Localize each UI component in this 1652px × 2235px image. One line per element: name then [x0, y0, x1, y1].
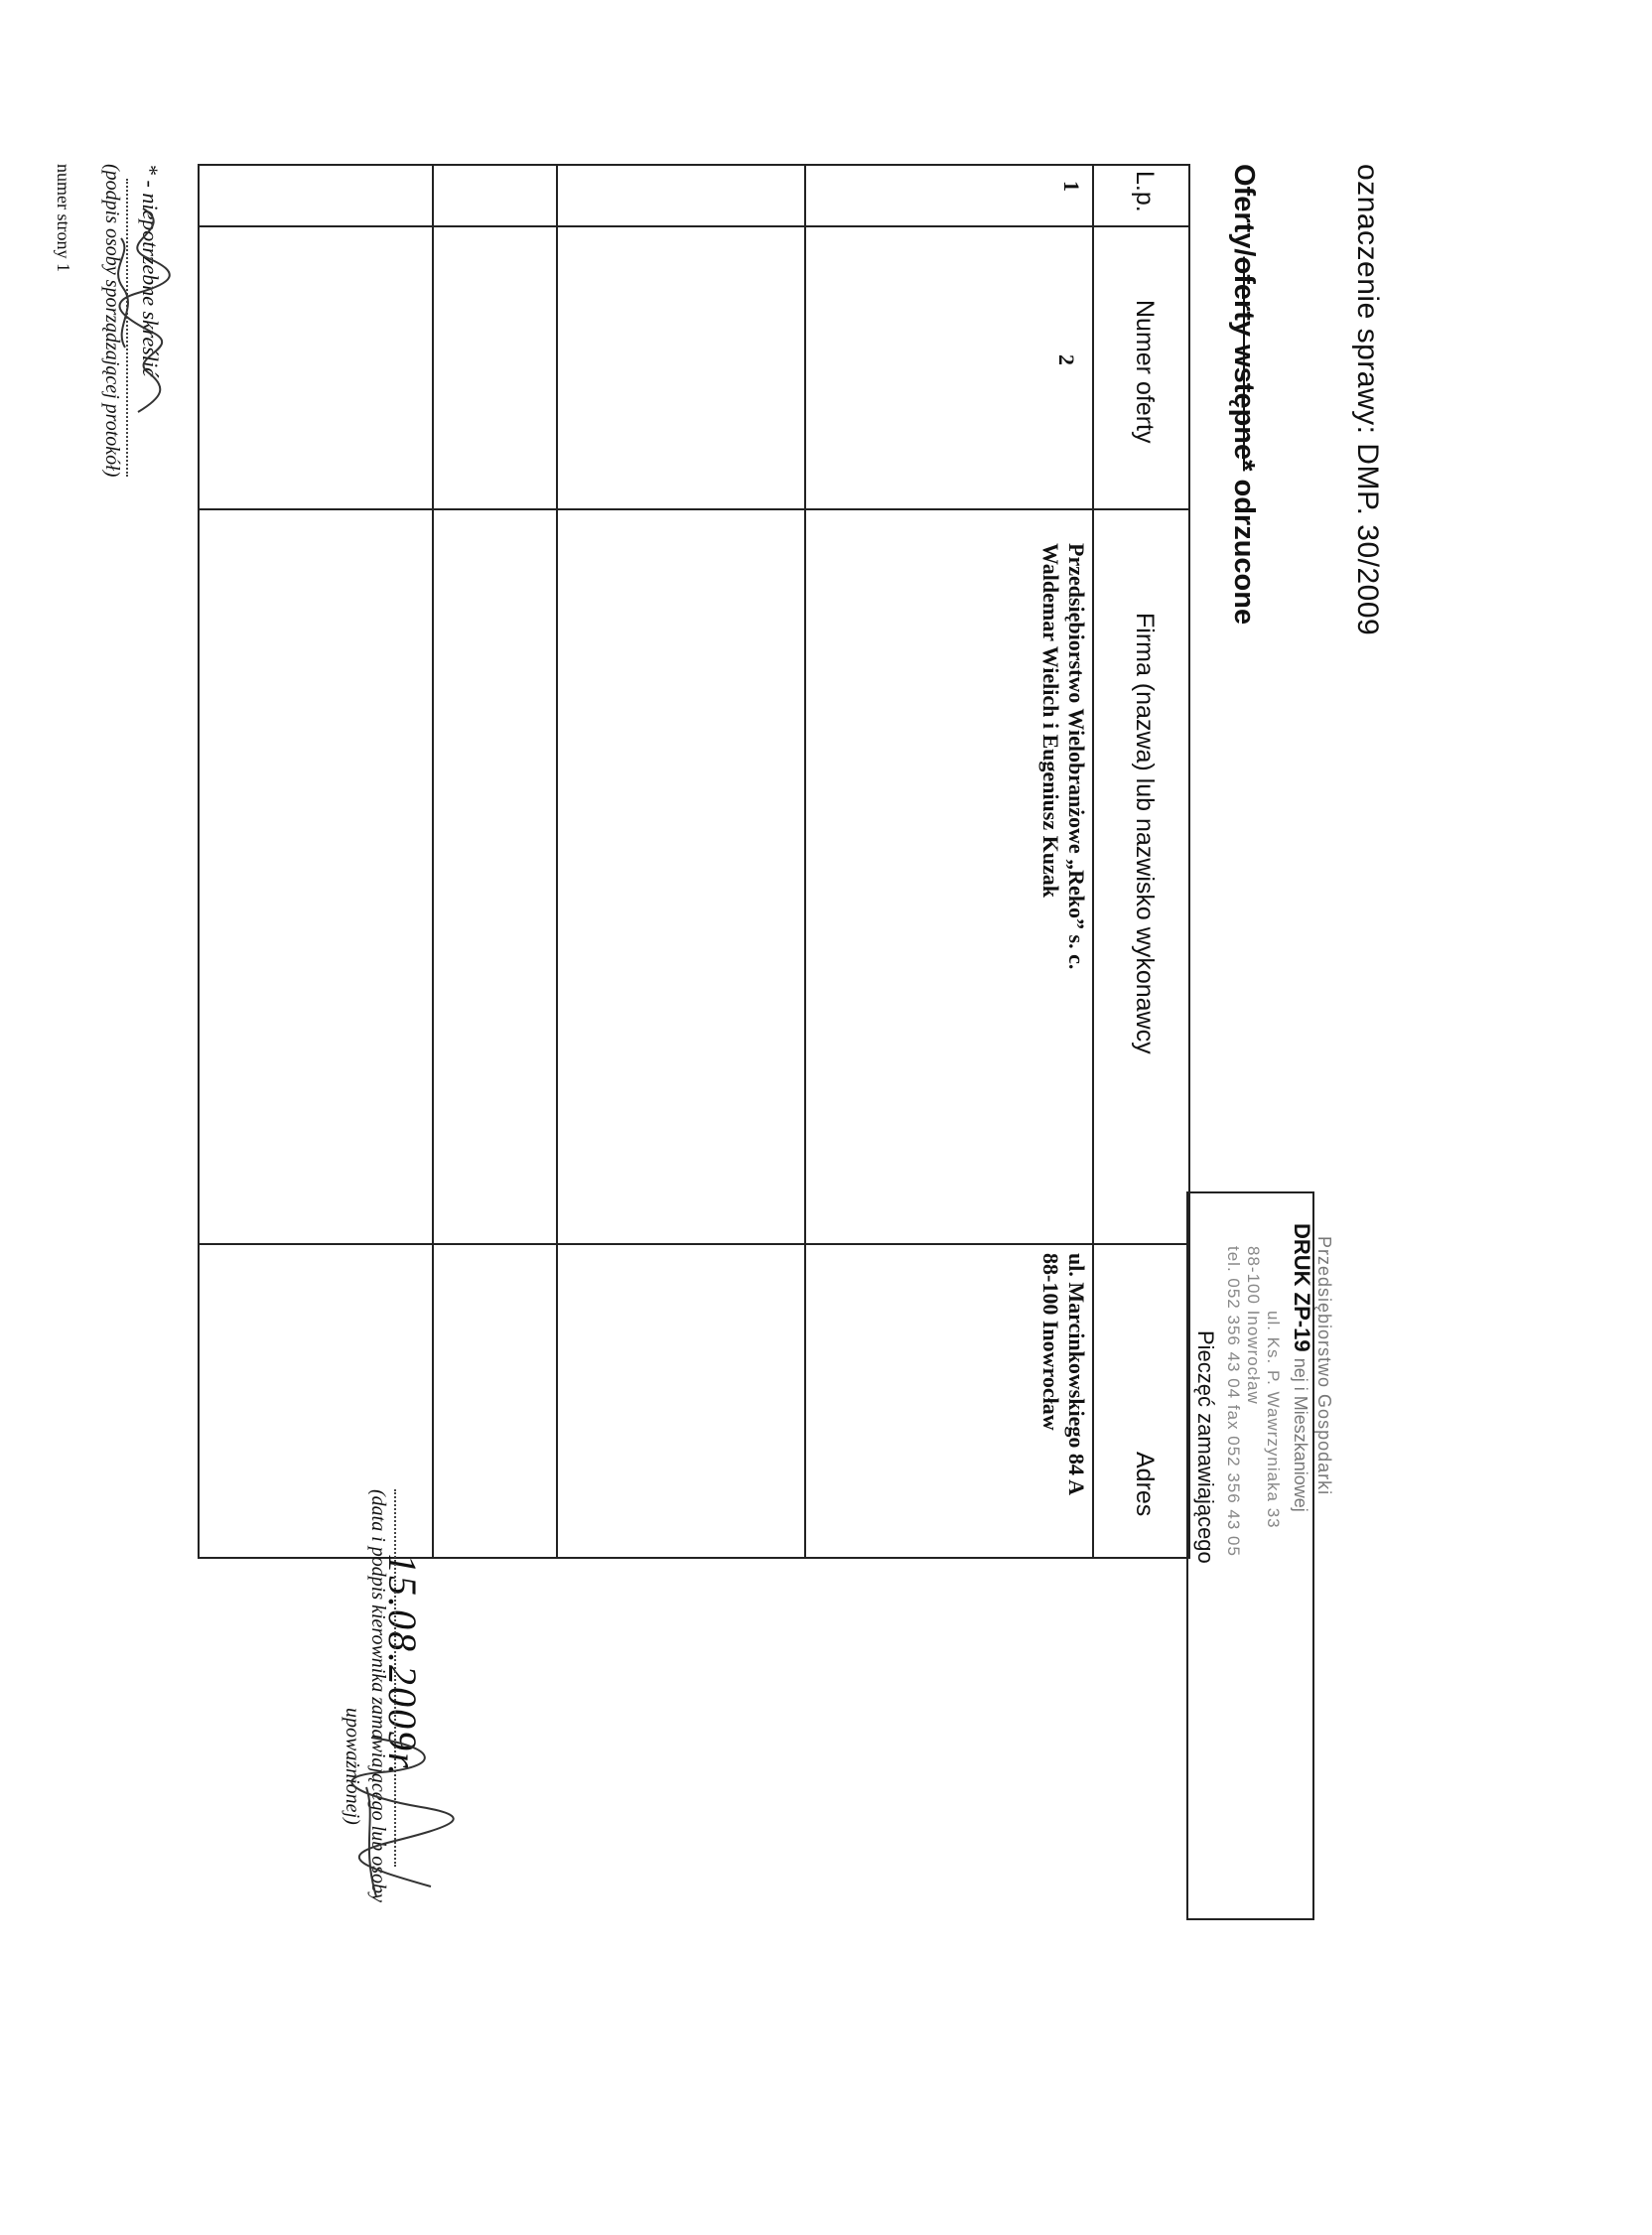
table-divider [200, 1243, 1188, 1245]
preparer-signature-graphic [103, 199, 183, 427]
table-divider [200, 508, 1188, 510]
row-1-adres-line2: 88-100 Inowrocław [1038, 1253, 1063, 1431]
table-divider [556, 166, 558, 1557]
title-struck-text: oferty wstępne* [1228, 256, 1260, 472]
stamp-company-line-2: nej i Mieszkaniowej [1291, 1357, 1310, 1512]
preparer-signature-label: (podpis osoby sporządzającej protokół) [101, 164, 123, 478]
page-title [1227, 164, 1260, 625]
title-suffix: odrzucone [1228, 471, 1260, 626]
stamp-label: Pieczęć zamawiającego [1193, 1330, 1218, 1564]
manager-signature-graphic [351, 1728, 461, 1906]
case-number: oznaczenie sprawy: DMP. 30/2009 [1351, 164, 1384, 636]
page-number: numer strony 1 [54, 164, 73, 272]
title-prefix: Oferty/ [1228, 164, 1260, 257]
row-1-numer: 2 [1054, 354, 1079, 365]
row-1-firma-line1: Przedsiębiorstwo Wielobranżowe „Reko” s. c. [1064, 543, 1089, 970]
stamp-phone: tel. 052 356 43 04 fax 052 356 43 05 [1224, 1246, 1243, 1557]
header-numer-oferty: Numer oferty [1131, 300, 1159, 444]
stamp-street: ul. Ks. P. Wawrzyniaka 33 [1264, 1311, 1283, 1529]
row-1-firma-line2: Waldemar Wielich i Eugeniusz Kuzak [1038, 543, 1063, 898]
stamp-city: 88-100 Inowrocław [1244, 1246, 1263, 1405]
form-code-label: DRUK ZP-19 [1290, 1223, 1314, 1352]
row-1-lp: 1 [1059, 181, 1084, 192]
date-value: 15.08.2009r. [380, 1554, 425, 1778]
table-divider [432, 166, 434, 1557]
manager-signature-label-2: upoważnionej) [342, 1708, 363, 1825]
row-1-adres-line1: ul. Marcinkowskiego 84 A [1064, 1253, 1089, 1496]
offers-table [198, 164, 1190, 1559]
table-divider [1092, 166, 1094, 1557]
table-divider [804, 166, 806, 1557]
header-firma: Firma (nazwa) lub nazwisko wykonawcy [1131, 613, 1159, 1054]
footnote: * - niepotrzebne skreślić [138, 164, 163, 377]
header-adres: Adres [1131, 1452, 1159, 1517]
stamp-company-line: Przedsiębiorstwo Gospodarki [1314, 1236, 1334, 1496]
manager-signature-label: (data i podpis kierownika zamawiającego lub osoby [367, 1489, 389, 1902]
header-lp: L.p. [1131, 171, 1159, 212]
form-code [1289, 1223, 1314, 1512]
table-divider [200, 225, 1188, 227]
